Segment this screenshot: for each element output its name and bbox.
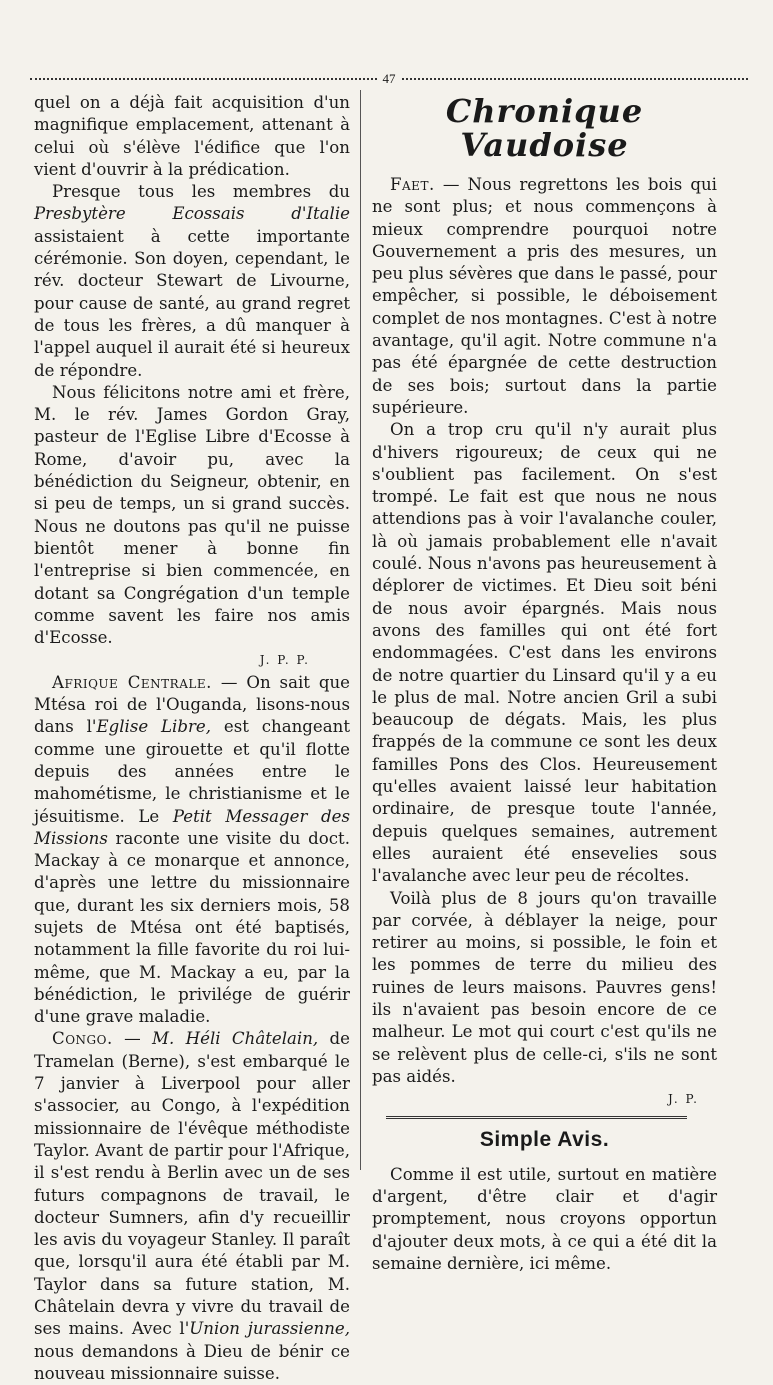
paragraph-simple-avis: Comme il est utile, surtout en matière d'argent, d'être clair et d'agir promptement, nous croyons opportun d'ajouter deux mots, à ce qui a été dit la semaine dernière, ici même.: [372, 1164, 717, 1273]
signature-jpp: J. P. P.: [259, 653, 310, 668]
right-column: [372, 92, 717, 1275]
paragraph-faet-3: Voilà plus de 8 jours qu'on travaille par corvée, à déblayer la neige, pour retirer au moins, si possible, le foin et les pommes de terre du milieu des ruines de leurs maisons. Pauvres gens! ils n'avaient pas besoin encore de ce malheur. Le mot qui court c'est qu'ils ne se relèvent plus de celle-ci, s'ils ne sont pas aidés.: [372, 888, 717, 1086]
page-header: [30, 72, 748, 86]
paragraph-afrique-centrale: Afrique Centrale. — On sait que Mtésa roi de l'Ouganda, lisons-nous dans l'Eglise Libre, est changeant comme une girouette et qu'il flotte depuis des années entre le mahométisme, le christianisme et le jésuitisme. Le Petit Messager des Missions raconte une visite du doct. Mackay à ce monarque et annonce, d'après une lettre du missionnaire que, durant les six derniers mois, 58 sujets de Mtésa ont été baptisés, notamment la fille favorite du roi lui-même, que M. Mackay a eu, par la bénédiction, le privilége de guérir d'une grave maladie.: [34, 672, 350, 1027]
paragraph-presbytere: Presque tous les membres du Presbytère Ecossais d'Italie assistaient à cette importante cérémonie. Son doyen, cependant, le rév. docteur Stewart de Livourne, pour cause de santé, au grand regret de tous les frères, a dû manquer à l'appel auquel il aurait été si heureux de répondre.: [34, 182, 350, 380]
header-rule-left: [30, 78, 377, 80]
column-divider: [360, 90, 361, 1170]
section-rule: [386, 1116, 687, 1119]
faet-heading: Faet.: [390, 175, 435, 194]
header-rule-right: [402, 78, 749, 80]
page-number: 47: [382, 71, 396, 86]
paragraph-continuation: quel on a déjà fait acquisition d'un magnifique emplacement, attenant à celui où s'élève l'édifice que l'on vient d'ouvrir à la prédication.: [34, 93, 350, 179]
paragraph-faet-1: Faet. — Nous regrettons les bois qui ne sont plus; et nous commençons à mieux comprendre pourquoi notre Gouvernement a pris des mesures, un peu plus sévères que dans le passé, pour empêcher, si possible, le déboisement complet de nos montagnes. C'est à notre avantage, qu'il agit. Notre commune n'a pas été épargnée de cette destruction de ses bois; surtout dans la partie supérieure.: [372, 175, 717, 417]
left-column: [34, 92, 350, 1385]
chronique-vaudoise-title: Chronique Vaudoise: [445, 92, 644, 164]
congo-heading: Congo.: [52, 1029, 113, 1049]
paragraph-congo: Congo. — M. Héli Châtelain, de Tramelan (Berne), s'est embarqué le 7 janvier à Liverpool pour aller s'associer, au Congo, à l'expédition missionnaire de l'évêque méthodiste Taylor. Avant de partir pour l'Afrique, il s'est rendu à Berlin avec un de ses futurs compagnons de travail, le docteur Sumners, afin d'y recueillir les avis du voyageur Stanley. Il paraît que, lorsqu'il aura été établi par M. Taylor dans sa future station, M. Châtelain devra y vivre du travail de ses mains. Avec l'Union jurassienne, nous demandons à Dieu de bénir ce nouveau missionnaire suisse.: [34, 1029, 351, 1383]
afrique-heading: Afrique Centrale.: [52, 672, 212, 692]
paragraph-felicitons: Nous félicitons notre ami et frère, M. le rév. James Gordon Gray, pasteur de l'Eglise Libre d'Ecosse à Rome, d'avoir pu, avec la bénédiction du Seigneur, obtenir, en si peu de temps, un si grand succès. Nous ne doutons pas qu'il ne puisse bientôt mener à bonne fin l'entreprise si bien commencée, en dotant sa Congrégation d'un temple comme savent les faire nos amis d'Ecosse.: [34, 382, 350, 648]
simple-avis-title: Simple Avis.: [479, 1128, 610, 1152]
paragraph-faet-2: On a trop cru qu'il n'y aurait plus d'hivers rigoureux; de ceux qui ne s'oublient pas facilement. On s'est trompé. Le fait est que nous ne nous attendions pas à voir l'avalanche couler, là où jamais probablement elle n'avait coulé. Nous n'avons pas heureusement à déplorer de victimes. Et Dieu soit béni de nous avoir épargnés. Mais nous avons des familles qui ont été fort endommagées. C'est dans les environs de notre quartier du Linsard qu'il y a eu le plus de mal. Notre ancien Gril a subi beaucoup de dégats. Mais, les plus frappés de la commune ce sont les deux familles Pons des Clos. Heureusement qu'elles avaient laissé leur habitation ordinaire, de presque toute l'année, depuis quelques semaines, autrement elles auraient été ensevelies sous l'avalanche avec leur peu de récoltes.: [372, 420, 717, 886]
signature-jp: J. P.: [668, 1092, 699, 1107]
